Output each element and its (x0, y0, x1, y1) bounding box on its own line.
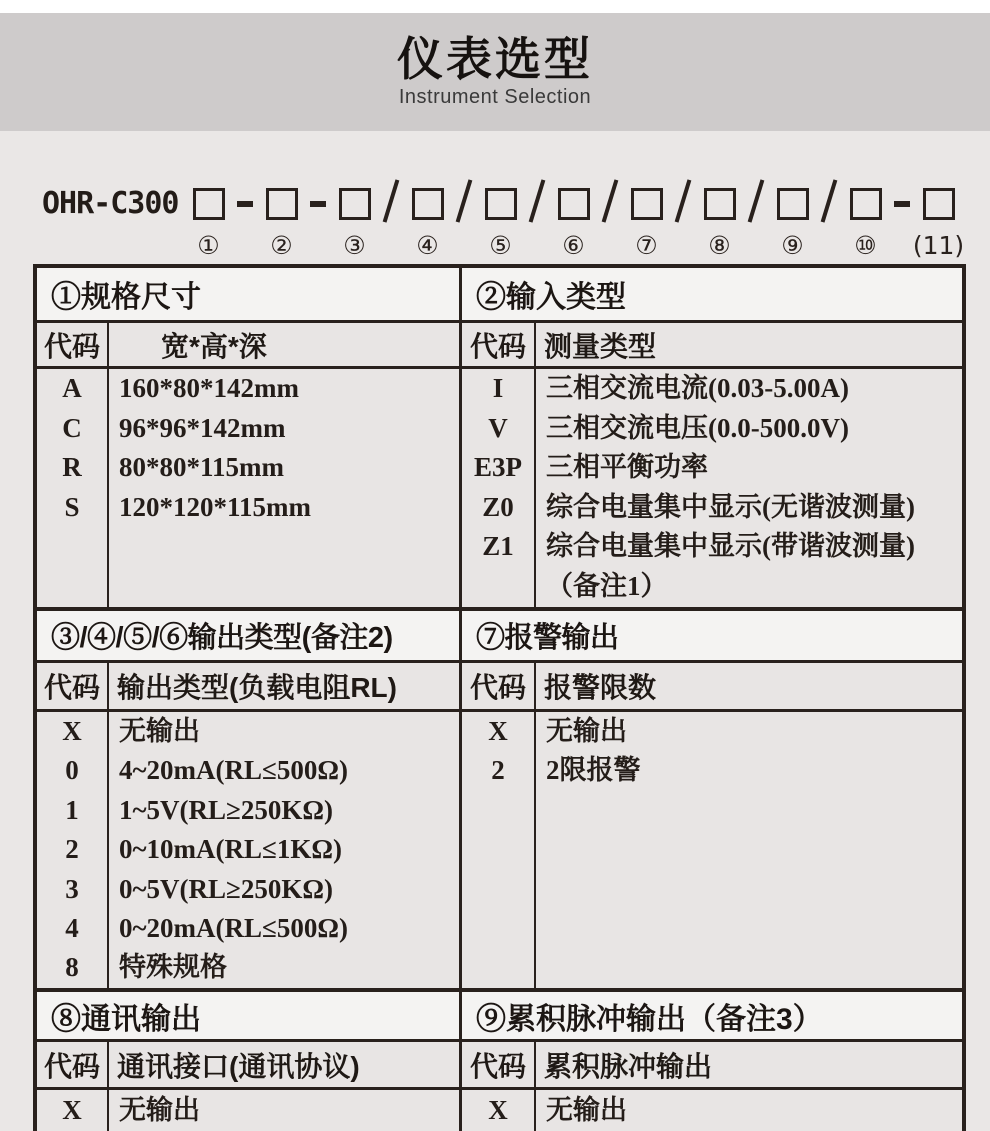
separator-slash-6 (736, 188, 777, 220)
separator-dash-2 (298, 188, 339, 220)
code-box-7 (631, 188, 663, 220)
code-box-5 (485, 188, 517, 220)
comm-header-row (37, 1042, 459, 1090)
model-position-4 (412, 188, 444, 259)
slash-glyph (748, 179, 765, 222)
section-output-title: ③/④/⑤/⑥输出类型(备注2) (37, 611, 459, 663)
code-value: X (488, 716, 508, 746)
code-box-11 (923, 188, 955, 220)
model-position-1 (193, 188, 225, 259)
code-box-6 (558, 188, 590, 220)
code-value: Z1 (482, 531, 514, 562)
code-value: 8 (65, 952, 79, 983)
alarm-code-cells (462, 712, 536, 988)
section-size-title: ①规格尺寸 (37, 268, 459, 323)
comm-desc-cells (109, 1090, 459, 1131)
code-value: V (488, 412, 508, 443)
code-value: 2 (491, 755, 505, 786)
dash-glyph (310, 201, 326, 207)
input-desc-header: 测量类型 (544, 330, 657, 362)
desc-value: 2限报警 (546, 755, 641, 786)
desc-value: 0~10mA(RL≤1KΩ) (119, 834, 342, 865)
alarm-desc-header: 报警限数 (544, 672, 657, 703)
desc-value: 4~20mA(RL≤500Ω) (119, 755, 348, 786)
code-box-4 (412, 188, 444, 220)
model-position-10 (850, 188, 882, 259)
model-position-6 (558, 188, 590, 259)
code-box-10 (850, 188, 882, 220)
separator-slash-4 (590, 188, 631, 220)
desc-value: 综合电量集中显示(带谐波测量) (546, 531, 915, 562)
desc-value: 无输出 (119, 1095, 200, 1125)
slash-glyph (529, 179, 546, 222)
position-number-4: ④ (416, 231, 439, 260)
position-number-6: ⑥ (562, 231, 585, 260)
model-position-9 (777, 188, 809, 259)
code-value: X (62, 1095, 82, 1125)
pulse-desc-header: 累积脉冲输出 (544, 1050, 713, 1082)
section-input (459, 268, 962, 607)
alarm-body (462, 712, 962, 988)
model-position-8 (704, 188, 736, 259)
code-box-8 (704, 188, 736, 220)
code-value: E3P (473, 452, 522, 483)
output-code-cells (37, 712, 109, 988)
page-title: 仪表选型 (397, 33, 593, 86)
model-code-line (0, 131, 990, 264)
position-number-10: ⑩ (854, 231, 877, 260)
desc-value: 综合电量集中显示(无谐波测量) (546, 491, 915, 522)
input-header-row (462, 323, 962, 369)
code-value: 1 (65, 794, 79, 825)
separator-slash-3 (517, 188, 558, 220)
dash-glyph (894, 201, 910, 207)
section-pulse (459, 992, 962, 1131)
table-row-output-alarm (37, 607, 962, 988)
size-code-cells (37, 369, 109, 607)
output-body (37, 712, 459, 988)
section-comm (37, 992, 459, 1131)
model-position-7 (631, 188, 663, 259)
pulse-header-row (462, 1042, 962, 1090)
desc-value: 无输出 (119, 716, 200, 746)
section-alarm-title: ⑦报警输出 (462, 611, 962, 663)
desc-value: 三相平衡功率 (546, 452, 708, 483)
separator-slash-7 (809, 188, 850, 220)
separator-slash-1 (371, 188, 412, 220)
slash-glyph (821, 179, 838, 222)
dash-glyph (237, 201, 253, 207)
section-output (37, 611, 459, 988)
size-desc-cells (109, 369, 459, 607)
separator-slash-2 (444, 188, 485, 220)
position-number-7: ⑦ (635, 231, 658, 260)
code-value: 0 (65, 755, 79, 786)
size-body (37, 369, 459, 607)
model-prefix: OHR-C300 (42, 186, 179, 221)
desc-value: 0~20mA(RL≤500Ω) (119, 913, 348, 944)
code-box-1 (193, 188, 225, 220)
code-value: X (488, 1095, 508, 1125)
desc-value: 160*80*142mm (119, 373, 299, 403)
section-alarm (459, 611, 962, 988)
code-box-9 (777, 188, 809, 220)
desc-value: 96*96*142mm (119, 412, 286, 443)
code-box-2 (266, 188, 298, 220)
position-number-1: ① (197, 231, 220, 260)
code-value: R (62, 452, 82, 483)
code-value: S (64, 491, 80, 522)
desc-value: 0~5V(RL≥250KΩ) (119, 873, 333, 904)
code-value: 2 (65, 834, 79, 865)
model-position-5 (485, 188, 517, 259)
table-row-spec-input (37, 268, 962, 607)
code-box-3 (339, 188, 371, 220)
pulse-code-cells (462, 1090, 536, 1131)
header-band (0, 13, 990, 131)
slash-glyph (456, 179, 473, 222)
desc-value: 1~5V(RL≥250KΩ) (119, 794, 333, 825)
top-white-strip (0, 0, 990, 13)
model-position-2 (266, 188, 298, 259)
section-comm-title: ⑧通讯输出 (37, 992, 459, 1042)
input-body (462, 369, 962, 607)
comm-desc-header: 通讯接口(通讯协议) (117, 1050, 360, 1082)
page-subtitle: Instrument Selection (398, 85, 592, 108)
code-value: A (62, 373, 82, 403)
input-code-cells (462, 369, 536, 607)
alarm-desc-cells (536, 712, 962, 988)
model-position-3 (339, 188, 371, 259)
code-value: C (62, 412, 82, 443)
code-value: I (492, 373, 504, 403)
pulse-code-header: 代码 (462, 1042, 536, 1087)
position-number-9: ⑨ (781, 231, 804, 260)
desc-value: （备注1） (546, 570, 668, 601)
code-value: X (62, 716, 82, 746)
comm-code-cells (37, 1090, 109, 1131)
code-value: 4 (65, 913, 79, 944)
desc-value: 无输出 (546, 1095, 627, 1125)
model-position-11 (912, 188, 965, 260)
alarm-code-header: 代码 (462, 663, 536, 709)
separator-dash-1 (225, 188, 266, 220)
desc-value: 80*80*115mm (119, 452, 284, 483)
comm-code-header: 代码 (37, 1042, 109, 1087)
desc-value: 无输出 (546, 716, 627, 746)
code-value: 3 (65, 873, 79, 904)
output-desc-header: 输出类型(负载电阻RL) (117, 672, 397, 703)
slash-glyph (383, 179, 400, 222)
comm-body (37, 1090, 459, 1131)
slash-glyph (675, 179, 692, 222)
position-number-8: ⑧ (708, 231, 731, 260)
section-pulse-title: ⑨累积脉冲输出（备注3） (462, 992, 962, 1042)
section-size (37, 268, 459, 607)
desc-value: 三相交流电流(0.03-5.00A) (546, 373, 849, 403)
desc-value: 特殊规格 (119, 952, 227, 983)
desc-value: 三相交流电压(0.0-500.0V) (546, 412, 849, 443)
size-header-row (37, 323, 459, 369)
section-input-title: ②输入类型 (462, 268, 962, 323)
position-number-2: ② (270, 231, 293, 260)
position-number-11: (11) (912, 231, 965, 260)
code-value: Z0 (482, 491, 514, 522)
slash-glyph (602, 179, 619, 222)
alarm-header-row (462, 663, 962, 712)
size-desc-header: 宽*高*深 (161, 330, 267, 362)
output-header-row (37, 663, 459, 712)
pulse-body (462, 1090, 962, 1131)
position-number-5: ⑤ (489, 231, 512, 260)
position-number-3: ③ (343, 231, 366, 260)
input-code-header: 代码 (462, 323, 536, 366)
output-desc-cells (109, 712, 459, 988)
size-code-header: 代码 (37, 323, 109, 366)
separator-dash-3 (882, 188, 923, 220)
separator-slash-5 (663, 188, 704, 220)
table-row-comm-pulse (37, 988, 962, 1131)
input-desc-cells (536, 369, 962, 607)
selection-table (33, 264, 966, 1131)
pulse-desc-cells (536, 1090, 962, 1131)
output-code-header: 代码 (37, 663, 109, 709)
desc-value: 120*120*115mm (119, 491, 311, 522)
